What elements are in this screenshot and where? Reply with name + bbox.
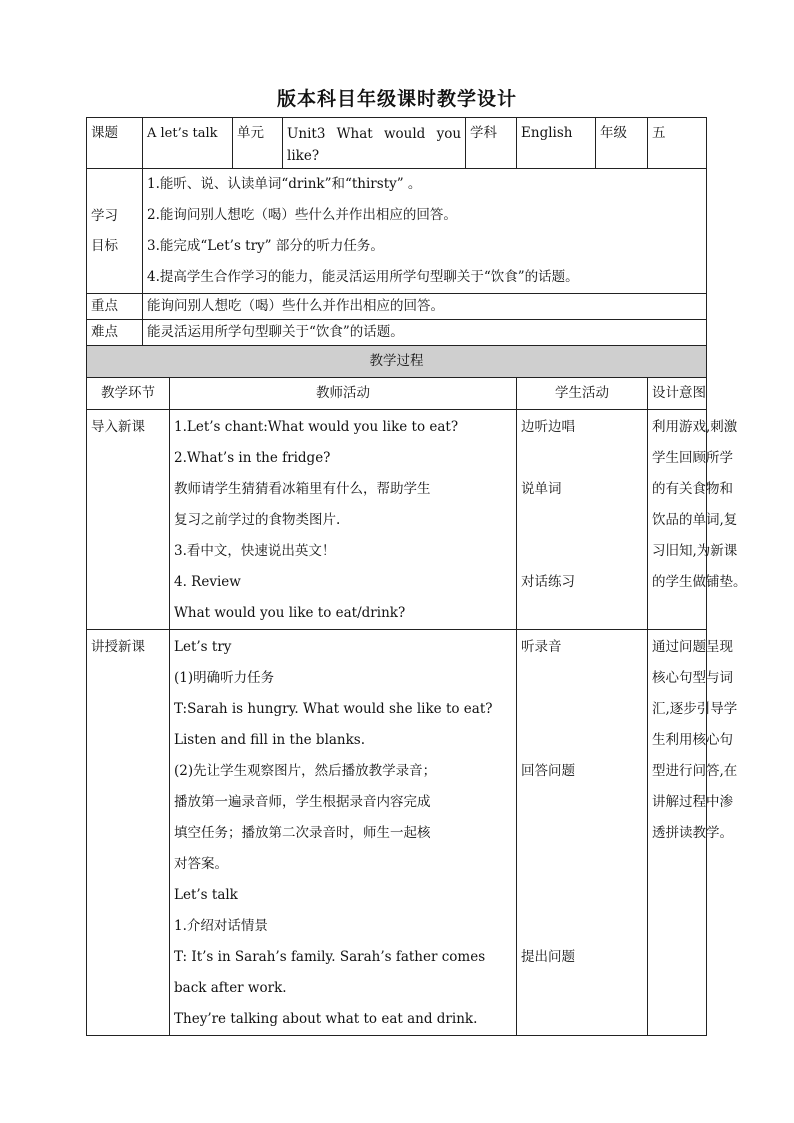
- student-activity: 边听边唱 说单词 对话练习: [517, 410, 648, 630]
- key-point-row: [87, 294, 707, 320]
- design-intent: 利用游戏,刺激 学生回顾所学 的有关食物和 饮品的单词,复 习旧知,为新课 的学生做铺垫。: [648, 410, 707, 630]
- stage-cell: 讲授新课: [87, 630, 170, 1036]
- objectives-list: [143, 169, 707, 294]
- objectives-row: [87, 169, 707, 294]
- unit-label: 单元: [233, 118, 283, 169]
- column-intent: 设计意图: [648, 378, 707, 410]
- topic-label: 课题: [87, 118, 143, 169]
- document-title: 版本科目年级课时教学设计: [276, 88, 517, 110]
- objective-item: 1.能听、说、认读单词“drink”和“thirsty” 。: [147, 176, 422, 192]
- teacher-activity: Let’s try (1)明确听力任务 T:Sarah is hungry. What would she like to eat? Listen and fill in the blanks. (2)先让学生观察图片，然后播放教学录音； 播放第一遍录音师，学生根据录音内容完成 填空任务；播放第二次录音时，师生一起核 对答案。 Let’s talk 1.介绍对话情景 T: It’s in Sarah’s family. Sarah’s father comes back after work. They’re talking about what to eat and drink.: [170, 630, 517, 1036]
- subject-label: 学科: [466, 118, 517, 169]
- info-row: [87, 118, 707, 169]
- column-teacher: 教师活动: [170, 378, 517, 410]
- objective-item: 3.能完成“Let’s try” 部分的听力任务。: [147, 238, 384, 254]
- difficult-point-label: 难点: [87, 320, 143, 346]
- difficult-point-value: 能灵活运用所学句型聊关于“饮食”的话题。: [143, 320, 707, 346]
- difficult-point-row: [87, 320, 707, 346]
- column-student: 学生活动: [517, 378, 648, 410]
- stage-row-new-lesson: [87, 630, 707, 1036]
- grade-label: 年级: [596, 118, 648, 169]
- process-header-row: [87, 346, 707, 378]
- teacher-activity: 1.Let’s chant:What would you like to eat? 2.What’s in the fridge? 教师请学生猜猜看冰箱里有什么，帮助学生 复习之前学过的食物类图片. 3.看中文，快速说出英文！ 4. Review What would you like to eat/drink?: [170, 410, 517, 630]
- key-point-value: 能询问别人想吃（喝）些什么并作出相应的回答。: [143, 294, 707, 320]
- objective-item: 2.能询问别人想吃（喝）些什么并作出相应的回答。: [147, 207, 457, 223]
- design-intent: 通过问题呈现 核心句型与词 汇,逐步引导学 生利用核心句 型进行问答,在 讲解过程中渗 透拼读教学。: [648, 630, 707, 1036]
- unit-value: Unit3 What would you like?: [283, 118, 466, 169]
- key-point-label: 重点: [87, 294, 143, 320]
- objectives-label: 学习 目标: [87, 169, 143, 294]
- columns-row: [87, 378, 707, 410]
- stage-cell: 导入新课: [87, 410, 170, 630]
- process-header: 教学过程: [87, 346, 707, 378]
- topic-value: A let’s talk: [143, 118, 233, 169]
- subject-value: English: [517, 118, 596, 169]
- stage-row-intro: [87, 410, 707, 630]
- student-activity: 听录音 回答问题 提出问题: [517, 630, 648, 1036]
- column-stage: 教学环节: [87, 378, 170, 410]
- grade-value: 五: [648, 118, 707, 169]
- objective-item: 4.提高学生合作学习的能力，能灵活运用所学句型聊关于“饮食”的话题。: [147, 269, 579, 285]
- lesson-plan-table: [86, 117, 747, 1036]
